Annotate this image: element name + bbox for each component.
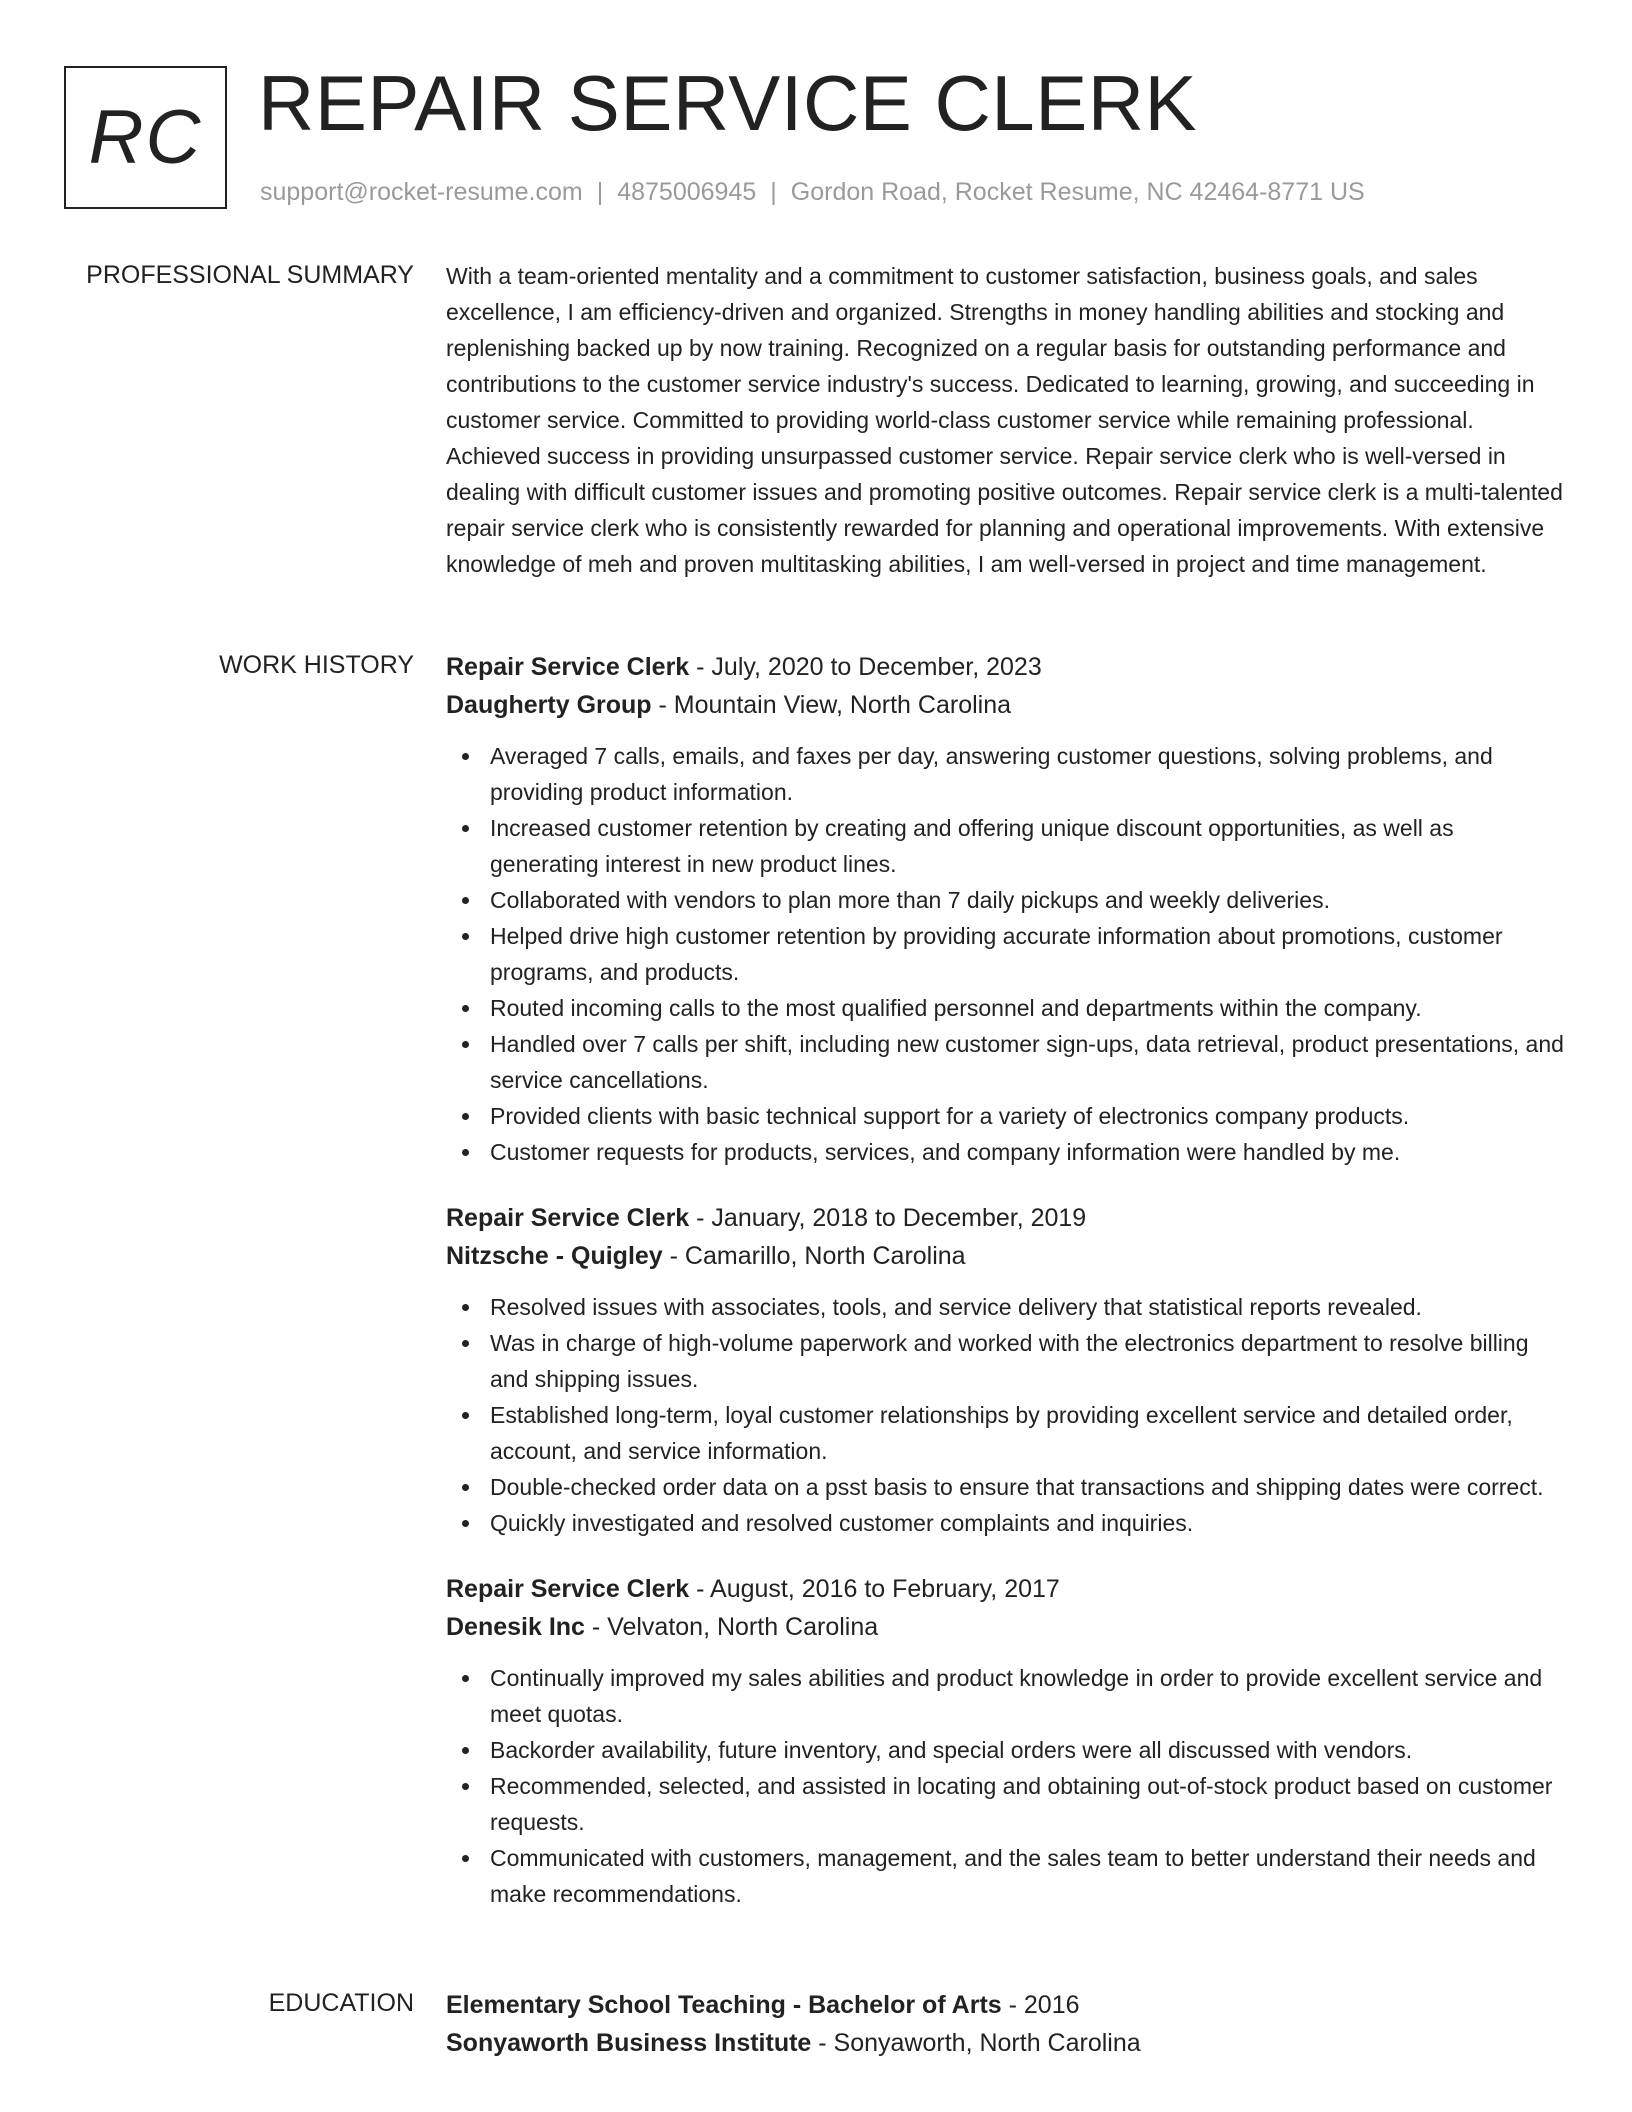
job-bullet: Handled over 7 calls per shift, including new customer sign-ups, data retrieval, product presentations, and service cancellations.: [446, 1026, 1564, 1098]
job-location: - Velvaton, North Carolina: [584, 1613, 879, 1641]
job-dates: - July, 2020 to December, 2023: [689, 653, 1042, 681]
job-company-line: [446, 1237, 1564, 1275]
education-location: - Sonyaworth, North Carolina: [811, 2029, 1141, 2057]
job-dates: - August, 2016 to February, 2017: [689, 1575, 1060, 1603]
contact-phone[interactable]: 4875006945: [617, 178, 757, 206]
job-bullet: Communicated with customers, management, and the sales team to better understand their needs and make recommendations.: [446, 1840, 1564, 1912]
job-title-line: [446, 1199, 1564, 1237]
contact-email[interactable]: support@rocket-resume.com: [260, 178, 583, 206]
job-company-line: [446, 686, 1564, 724]
job-bullet: Helped drive high customer retention by providing accurate information about promotions, customer programs, and products.: [446, 918, 1564, 990]
job-entry: [446, 1199, 1564, 1541]
education-degree-line: [446, 1986, 1564, 2024]
job-dates: - January, 2018 to December, 2019: [689, 1204, 1087, 1232]
education-school-line: [446, 2024, 1564, 2062]
job-bullets: [446, 1660, 1564, 1912]
contact-separator: |: [770, 178, 777, 206]
job-bullet: Double-checked order data on a psst basis to ensure that transactions and shipping dates were correct.: [446, 1469, 1564, 1505]
job-company-line: [446, 1608, 1564, 1646]
job-bullet: Continually improved my sales abilities and product knowledge in order to provide excellent service and meet quotas.: [446, 1660, 1564, 1732]
work-history-label: WORK HISTORY: [219, 651, 414, 679]
monogram-badge: [64, 66, 227, 209]
education-year: - 2016: [1001, 1991, 1080, 2019]
work-history-body: [446, 648, 1564, 1912]
education-label: EDUCATION: [268, 1989, 414, 2017]
job-bullet: Resolved issues with associates, tools, and service delivery that statistical reports revealed.: [446, 1289, 1564, 1325]
job-title: Repair Service Clerk: [446, 1575, 690, 1603]
job-company: Denesik Inc: [446, 1613, 585, 1641]
job-company: Nitzsche - Quigley: [446, 1242, 663, 1270]
job-bullet: Averaged 7 calls, emails, and faxes per day, answering customer questions, solving problems, and providing product information.: [446, 738, 1564, 810]
job-entry: [446, 648, 1564, 1170]
job-title-line: [446, 1570, 1564, 1608]
summary-label: PROFESSIONAL SUMMARY: [86, 261, 414, 289]
job-title: Repair Service Clerk: [446, 653, 690, 681]
job-location: - Camarillo, North Carolina: [662, 1242, 966, 1270]
job-bullet: Increased customer retention by creating and offering unique discount opportunities, as well as generating interest in new product lines.: [446, 810, 1564, 882]
job-bullet: Recommended, selected, and assisted in locating and obtaining out-of-stock product based on customer requests.: [446, 1768, 1564, 1840]
job-title: Repair Service Clerk: [446, 1204, 690, 1232]
job-bullet: Was in charge of high-volume paperwork and worked with the electronics department to resolve billing and shipping issues.: [446, 1325, 1564, 1397]
job-company: Daugherty Group: [446, 691, 652, 719]
summary-text: With a team-oriented mentality and a commitment to customer satisfaction, business goals, and sales excellence, I am efficiency-driven and organized. Strengths in money handling abilities and stocking and replenishing backed up by now training. Recognized on a regular basis for outstanding performance and contributions to the customer service industry's success. Dedicated to learning, growing, and succeeding in customer service. Committed to providing world-class customer service while remaining professional. Achieved success in providing unsurpassed customer service. Repair service clerk who is well-versed in dealing with difficult customer issues and promoting positive outcomes. Repair service clerk is a multi-talented repair service clerk who is consistently rewarded for planning and operational improvements. With extensive knowledge of meh and proven multitasking abilities, I am well-versed in project and time management.: [446, 263, 1563, 577]
job-bullet: Backorder availability, future inventory, and special orders were all discussed with vendors.: [446, 1732, 1564, 1768]
job-bullets: [446, 738, 1564, 1170]
contact-separator: |: [596, 178, 604, 206]
education-body: [446, 1986, 1564, 2062]
contact-address: Gordon Road, Rocket Resume, NC 42464-8771 US: [790, 178, 1365, 206]
job-bullet: Customer requests for products, services, and company information were handled by me.: [446, 1134, 1564, 1170]
job-entry: [446, 1570, 1564, 1912]
job-title-line: [446, 648, 1564, 686]
job-bullets: [446, 1289, 1564, 1541]
job-bullet: Collaborated with vendors to plan more than 7 daily pickups and weekly deliveries.: [446, 882, 1564, 918]
education-degree: Elementary School Teaching - Bachelor of Arts: [446, 1991, 1002, 2019]
monogram-initials: RC: [88, 95, 203, 180]
summary-body: [446, 258, 1564, 582]
job-bullet: Quickly investigated and resolved customer complaints and inquiries.: [446, 1505, 1564, 1541]
job-bullet: Established long-term, loyal customer relationships by providing excellent service and detailed order, account, and service information.: [446, 1397, 1564, 1469]
resume-title: REPAIR SERVICE CLERK: [258, 59, 1198, 147]
job-bullet: Routed incoming calls to the most qualified personnel and departments within the company.: [446, 990, 1564, 1026]
contact-line: [260, 176, 1365, 208]
education-school: Sonyaworth Business Institute: [446, 2029, 812, 2057]
job-bullet: Provided clients with basic technical support for a variety of electronics company products.: [446, 1098, 1564, 1134]
job-location: - Mountain View, North Carolina: [651, 691, 1012, 719]
